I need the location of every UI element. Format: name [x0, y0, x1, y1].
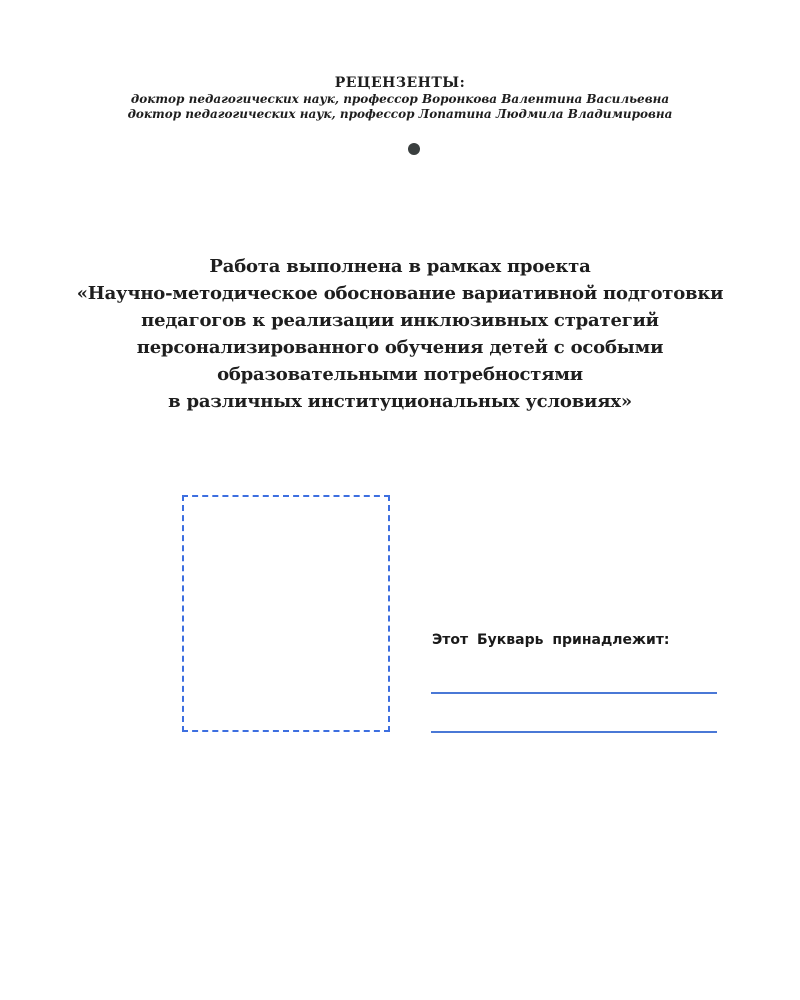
project-statement	[0, 253, 800, 415]
owner-write-line	[431, 692, 717, 694]
project-line: «Научно-методическое обоснование вариативной подготовки	[76, 283, 724, 304]
reviewer-line: доктор педагогических наук, профессор Лопатина Людмила Владимировна	[127, 107, 673, 121]
project-line: в различных институциональных условиях»	[168, 391, 632, 412]
photo-placeholder-frame	[182, 495, 390, 732]
project-line: педагогов к реализации инклюзивных стратегий	[141, 310, 659, 331]
project-line: Работа выполнена в рамках проекта	[209, 256, 591, 277]
project-line: образовательными потребностями	[217, 364, 583, 385]
bullet-dot-icon	[408, 143, 420, 155]
reviewer-line: доктор педагогических наук, профессор Воронкова Валентина Васильевна	[130, 92, 670, 106]
reviewers-title: РЕЦЕНЗЕНТЫ:	[334, 75, 466, 91]
project-line: персонализированного обучения детей с особыми	[136, 337, 664, 358]
owner-write-line	[431, 731, 717, 733]
owner-label: Этот Букварь принадлежит:	[432, 632, 670, 648]
reviewers-block	[0, 74, 800, 122]
